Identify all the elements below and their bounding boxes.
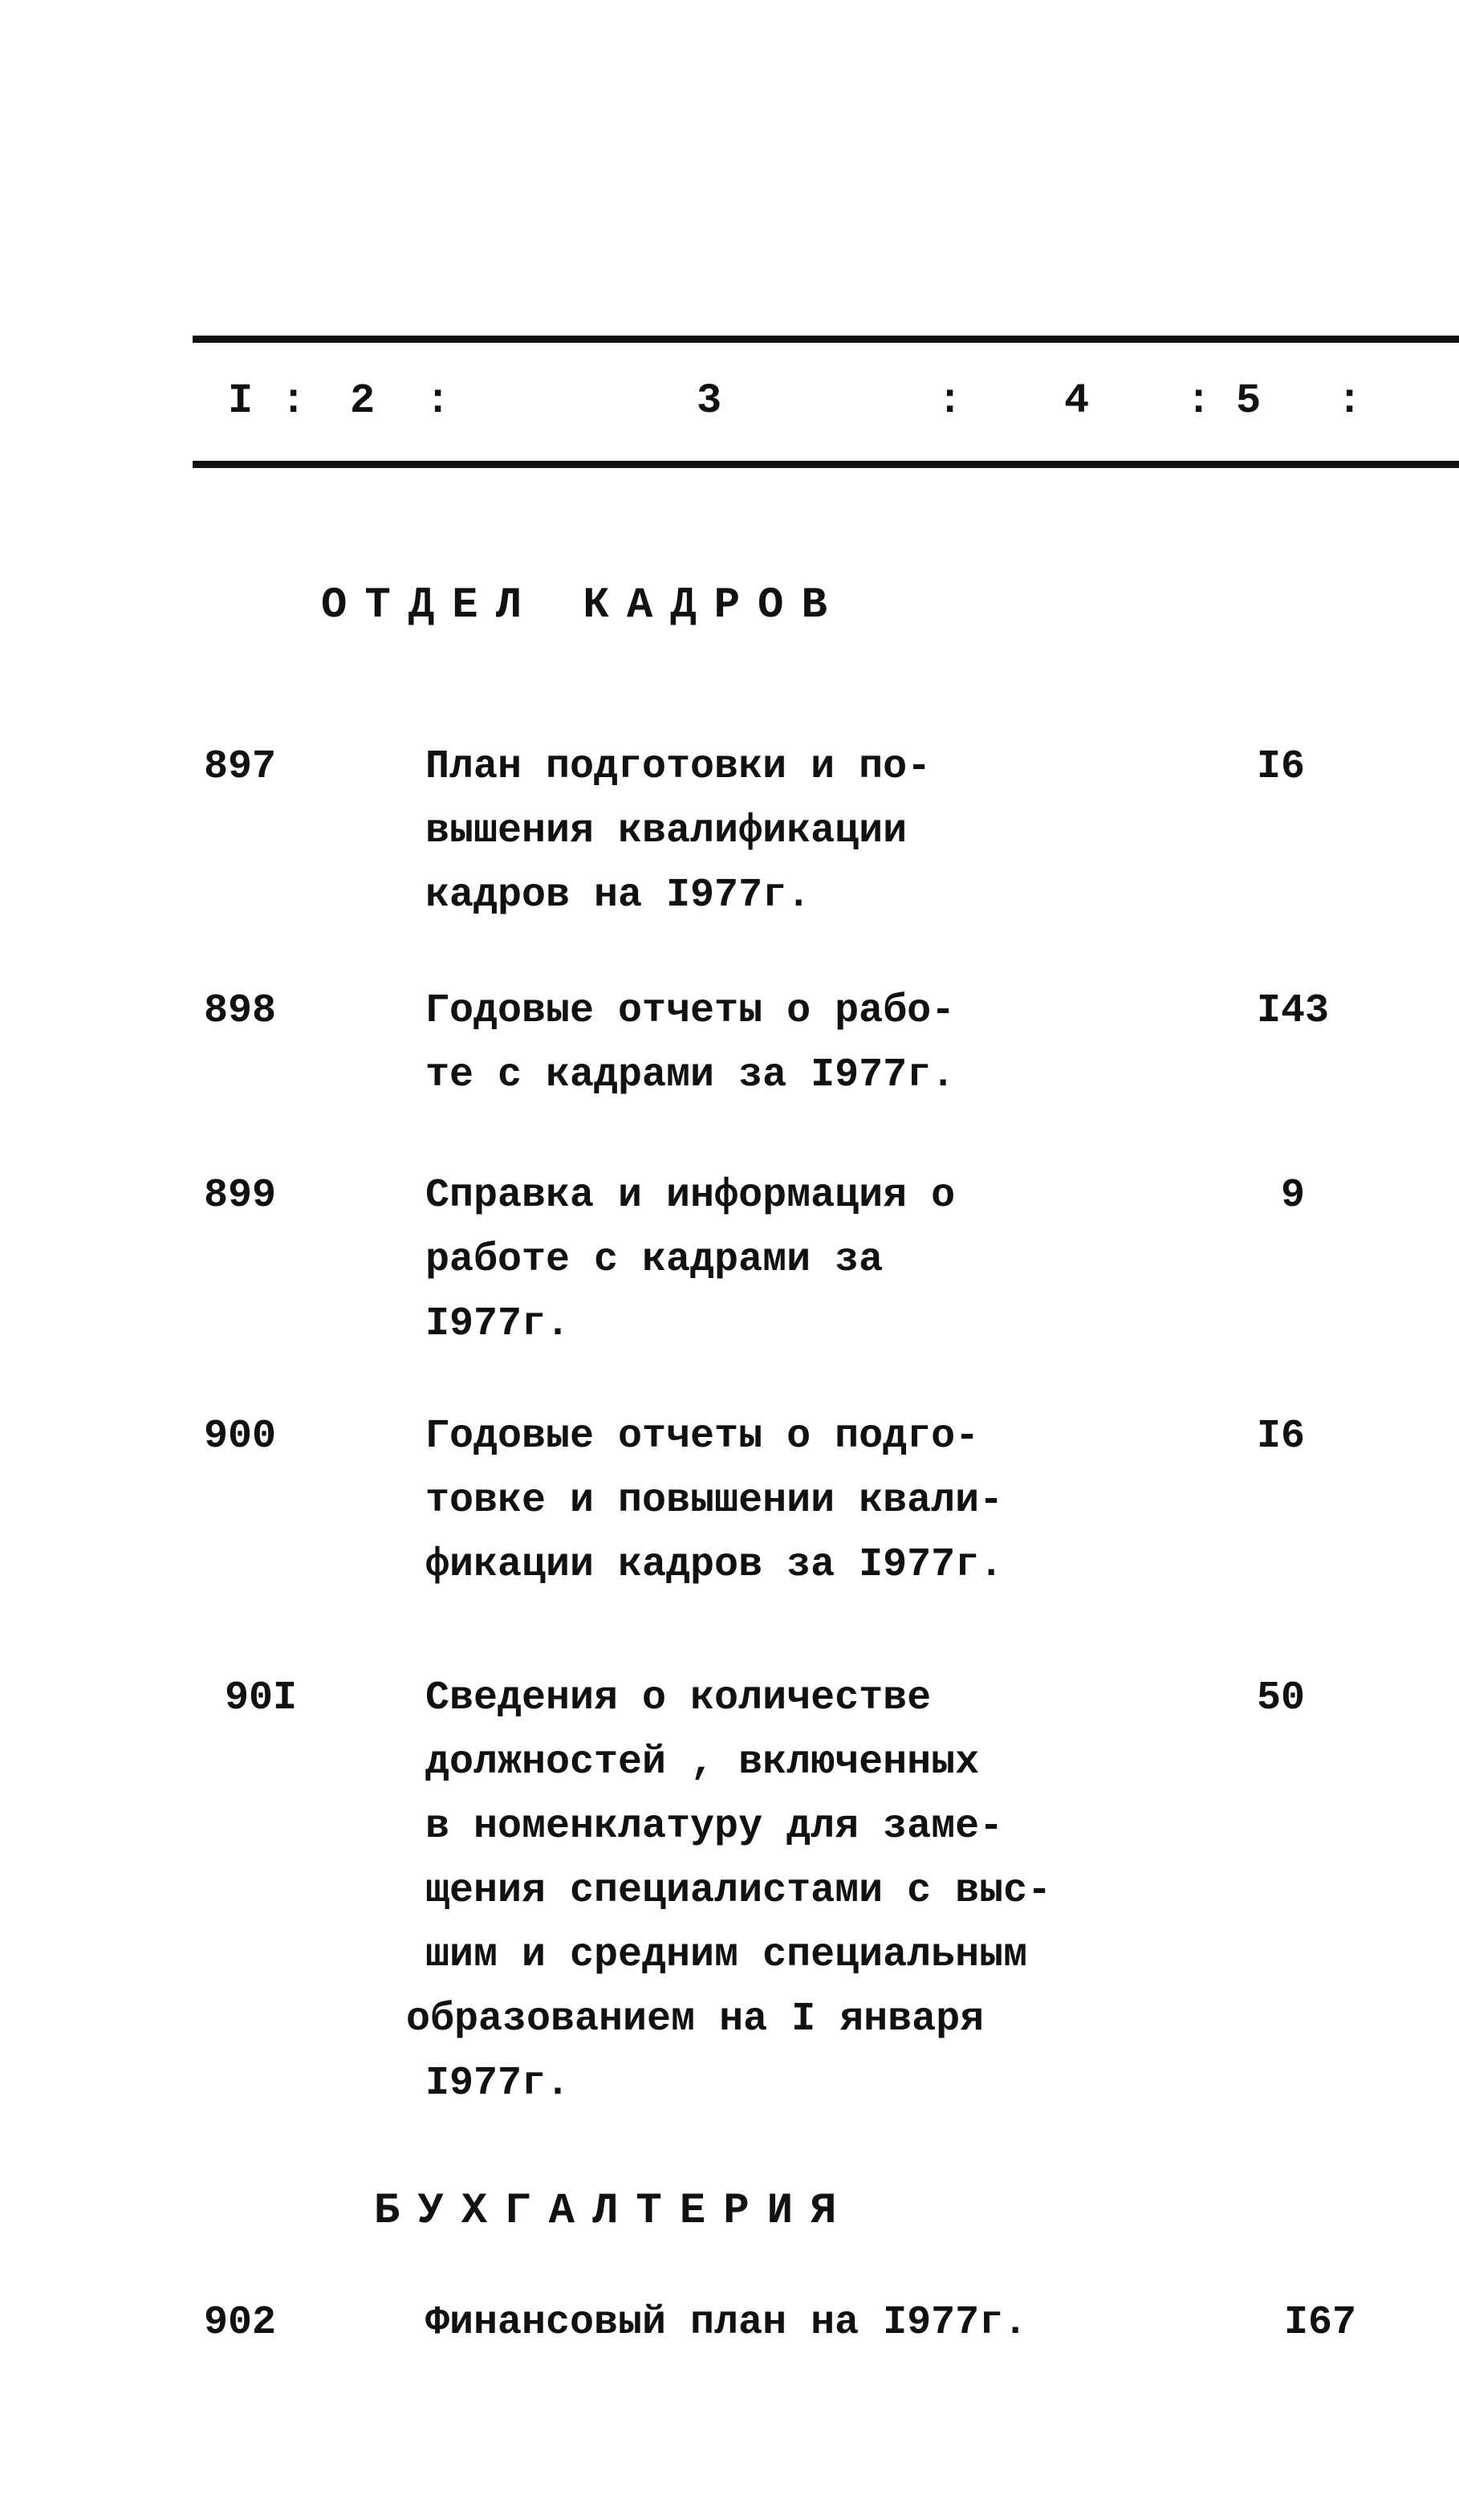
description-line: Справка и информация о <box>425 1173 956 1219</box>
column-3-label: 3 <box>697 377 722 425</box>
description-line: в номенклатуру для заме- <box>425 1804 1004 1850</box>
description-line: I977г. <box>425 2061 571 2107</box>
column-separator: : <box>425 377 451 425</box>
entry-number: 902 <box>204 2300 277 2346</box>
column-1-label: I <box>228 377 254 425</box>
description-line: Финансовый план на I977г. <box>425 2300 1028 2346</box>
header-bottom-rule <box>193 461 1459 468</box>
column-2-label: 2 <box>350 377 376 425</box>
column-separator: : <box>1186 377 1212 425</box>
header-top-rule <box>193 336 1459 343</box>
entry-description <box>406 1667 1052 2116</box>
entry-pages: I43 <box>1257 988 1330 1034</box>
column-separator: : <box>1337 377 1363 425</box>
entry-number: 900 <box>204 1414 277 1459</box>
column-5-label: 5 <box>1236 377 1262 425</box>
entry-pages: I6 <box>1257 1414 1306 1459</box>
description-line: должностей , включенных <box>425 1740 980 1785</box>
description-line: Годовые отчеты о подго- <box>425 1414 980 1459</box>
section-title-accounting: БУХГАЛТЕРИЯ <box>374 2187 855 2236</box>
column-4-label: 4 <box>1064 377 1090 425</box>
entry-pages: I67 <box>1284 2300 1357 2346</box>
description-line: План подготовки и по- <box>425 744 932 790</box>
entry-pages: 50 <box>1257 1675 1306 1721</box>
description-line: кадров на I977г. <box>425 873 811 918</box>
entry-number: 897 <box>204 744 277 790</box>
entry-pages: 9 <box>1281 1173 1306 1219</box>
entry-pages: I6 <box>1257 744 1306 790</box>
description-line: товке и повышении квали- <box>425 1478 1004 1524</box>
entry-description <box>425 1405 1003 1598</box>
description-line: I977г. <box>425 1301 571 1347</box>
description-line: работе с кадрами за <box>425 1237 884 1283</box>
section-title-personnel: ОТДЕЛ КАДРОВ <box>321 581 845 630</box>
entry-number: 90I <box>225 1675 298 1721</box>
description-line: Годовые отчеты о рабо- <box>425 988 956 1034</box>
entry-number: 899 <box>204 1173 277 1219</box>
entry-number: 898 <box>204 988 277 1034</box>
entry-description <box>425 2291 1027 2355</box>
description-line: те с кадрами за I977г. <box>425 1052 956 1098</box>
entry-description <box>425 735 931 928</box>
entry-description <box>425 1164 955 1357</box>
column-separator: : <box>281 377 307 425</box>
column-separator: : <box>937 377 963 425</box>
description-line: вышения квалификации <box>425 808 908 854</box>
description-line: образованием на I января <box>406 1997 985 2042</box>
description-line: фикации кадров за I977г. <box>425 1542 1004 1588</box>
entry-description <box>425 979 955 1108</box>
description-line: Сведения о количестве <box>425 1675 932 1721</box>
description-line: шим и средним специальным <box>425 1932 1028 1978</box>
description-line: щения специалистами с выс- <box>425 1868 1052 1914</box>
